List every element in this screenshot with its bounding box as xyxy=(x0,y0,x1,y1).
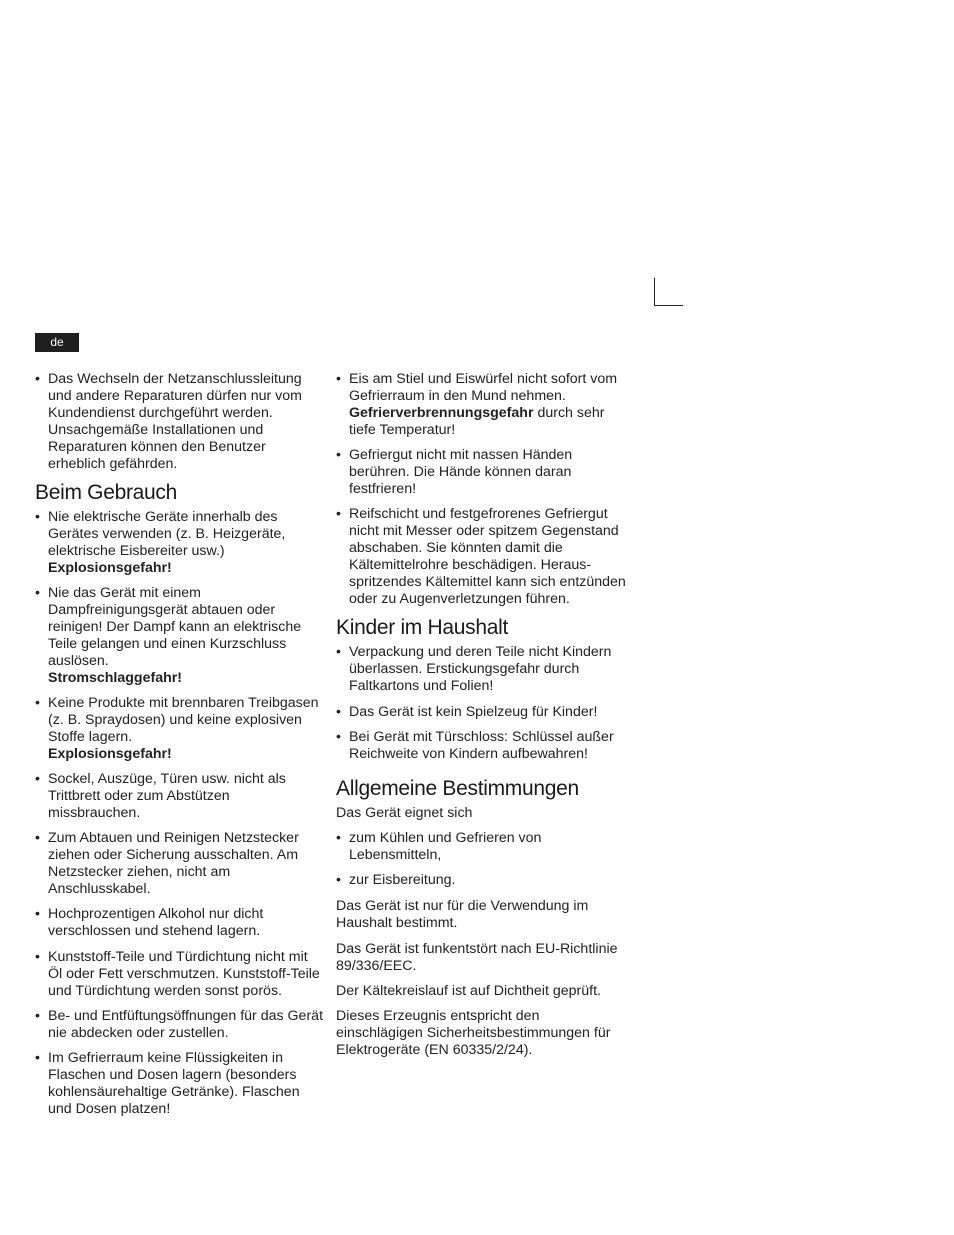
warning-text: Stromschlaggefahr! xyxy=(48,669,183,686)
list-item: • Das Gerät ist kein Spielzeug für Kinder! xyxy=(336,704,626,721)
list-item xyxy=(35,585,325,686)
paragraph: Das Gerät eignet sich xyxy=(336,804,473,821)
list-item xyxy=(336,371,626,439)
list-item xyxy=(35,695,325,763)
list-item xyxy=(35,509,325,577)
list-item: • Reifschicht und festgefrorenes Gefriergut nicht mit Messer oder spitzem Gegenstand abschaben. Sie könnten damit die Kältemittelrohre beschädigen. Herausspritzendes Kältemittel kann sich entzünden oder zu Augenverletzungen führen. xyxy=(336,506,626,607)
list-item: • Hochprozentigen Alkohol nur dicht verschlossen und stehend lagern. xyxy=(35,906,325,940)
beim-gebrauch-list xyxy=(35,509,325,1118)
paragraph: Das Gerät ist nur für die Verwendung im Haushalt bestimmt. xyxy=(336,898,589,932)
kinder-list xyxy=(336,644,626,762)
list-item: • Kunststoff-Teile und Türdichtung nicht mit Öl oder Fett verschmutzen. Kunststoff-Teile und Türdichtung werden sonst porös. xyxy=(35,949,325,1000)
item-text: Keine Produkte mit brennbaren Treibgasen (z. B. Spraydosen) und keine explosiven Stoffe lagern. xyxy=(48,695,319,745)
item-text: Eis am Stiel und Eiswürfel nicht sofort vom Gefrierraum in den Mund nehmen. xyxy=(349,371,618,404)
list-item: • Verpackung und deren Teile nicht Kindern überlassen. Erstickungsgefahr durch Faltkartons und Folien! xyxy=(336,644,626,695)
paragraph: Das Gerät ist funkentstört nach EU-Richtlinie 89/336/EEC. xyxy=(336,940,618,974)
section-heading-beim-gebrauch: Beim Gebrauch xyxy=(35,480,178,504)
right-column xyxy=(336,371,626,1068)
intro-list xyxy=(35,371,325,472)
allgemeine-list xyxy=(336,830,626,889)
section-heading-allgemeine: Allgemeine Bestimmungen xyxy=(336,776,579,800)
paragraph: Der Kältekreislauf ist auf Dichtheit geprüft. xyxy=(336,982,601,999)
language-badge: de xyxy=(35,333,79,352)
warning-text: Explosionsgefahr! xyxy=(48,745,172,762)
safety-list xyxy=(336,371,626,608)
item-text-continued: durch sehr tiefe Temperatur! xyxy=(349,404,605,438)
item-text: Nie das Gerät mit einem Dampfreinigungsgerät abtauen oder reinigen! Der Dampf kann an elektrische Teile gelangen und einen Kurzschluss auslösen. xyxy=(48,585,302,669)
list-item: • Sockel, Auszüge, Türen usw. nicht als Trittbrett oder zum Abstützen missbrauchen. xyxy=(35,771,325,822)
list-item: • Be- und Entfüftungsöffnungen für das Gerät nie abdecken oder zustellen. xyxy=(35,1008,325,1042)
list-item: • zum Kühlen und Gefrieren von Lebensmitteln, xyxy=(336,830,626,864)
list-item: • zur Eisbereitung. xyxy=(336,872,626,889)
list-item: • Das Wechseln der Netzanschlussleitung und andere Reparaturen dürfen nur vom Kundendienst durchgeführt werden. Unsachgemäße Installationen und Reparaturen können den Benutzer erheblich gefährden. xyxy=(35,371,325,472)
list-item: • Bei Gerät mit Türschloss: Schlüssel außer Reichweite von Kindern aufbewahren! xyxy=(336,729,626,763)
list-item: • Zum Abtauen und Reinigen Netzstecker ziehen oder Sicherung ausschalten. Am Netzstecker ziehen, nicht am Anschlusskabel. xyxy=(35,830,325,898)
warning-text: Gefrierverbrennungsgefahr xyxy=(349,404,534,421)
list-item: • Im Gefrierraum keine Flüssigkeiten in Flaschen und Dosen lagern (besonders kohlensäurehaltige Getränke). Flaschen und Dosen platzen! xyxy=(35,1050,325,1118)
warning-text: Explosionsgefahr! xyxy=(48,559,172,576)
left-column xyxy=(35,371,325,1126)
item-text: Nie elektrische Geräte innerhalb des Gerätes verwenden (z. B. Heizgeräte, elektrische Eisbereiter usw.) xyxy=(48,508,286,559)
paragraph: Dieses Erzeugnis entspricht den einschlägigen Sicherheitsbestimmungen für Elektrogeräte (EN 60335/2/24). xyxy=(336,1008,611,1059)
crop-mark xyxy=(654,278,683,306)
section-heading-kinder: Kinder im Haushalt xyxy=(336,616,509,640)
list-item: • Gefriergut nicht mit nassen Händen berühren. Die Hände können daran festfrieren! xyxy=(336,447,626,498)
